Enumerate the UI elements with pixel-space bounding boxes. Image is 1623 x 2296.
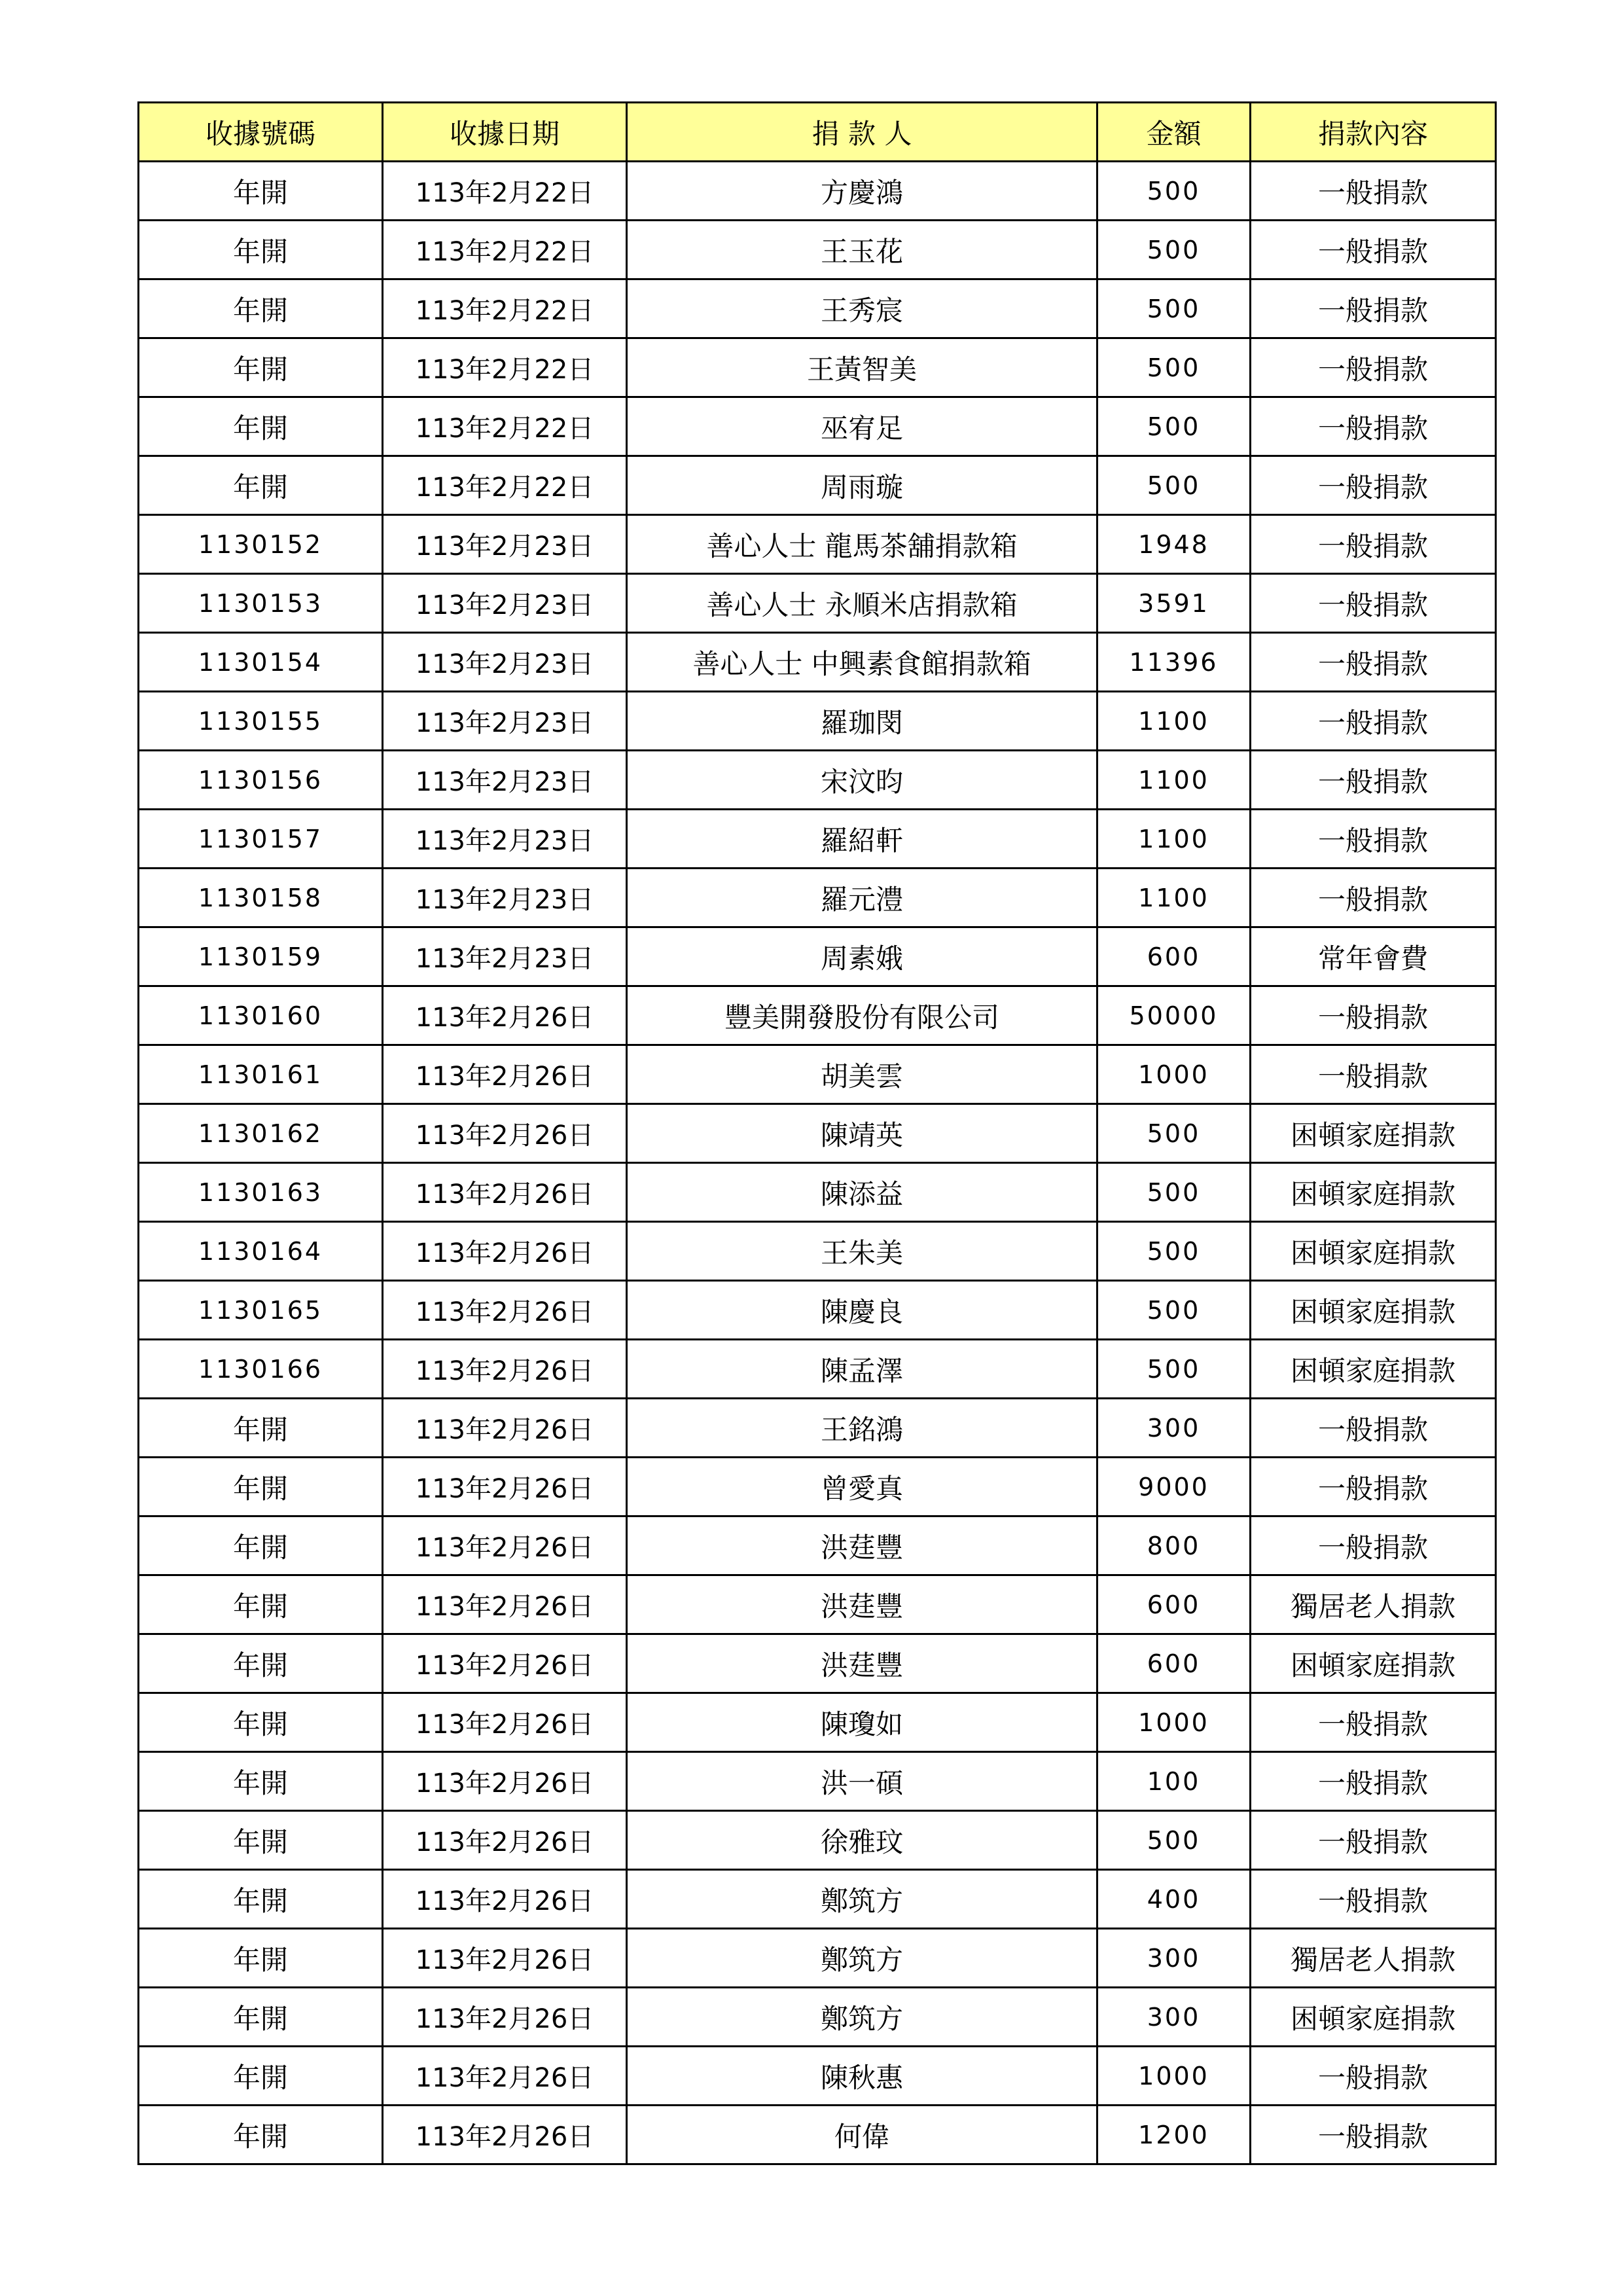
cell-donation-purpose: 一般捐款 xyxy=(1251,1516,1496,1575)
cell-amount: 1100 xyxy=(1097,869,1251,927)
cell-receipt-date: 113年2月23日 xyxy=(383,692,627,751)
cell-receipt-number: 1130162 xyxy=(139,1104,383,1163)
table-row xyxy=(139,1811,1496,1870)
cell-amount: 800 xyxy=(1097,1516,1251,1575)
cell-donation-purpose: 一般捐款 xyxy=(1251,986,1496,1045)
cell-amount: 500 xyxy=(1097,1163,1251,1222)
cell-receipt-number: 1130159 xyxy=(139,927,383,986)
cell-receipt-date: 113年2月26日 xyxy=(383,1811,627,1870)
cell-receipt-date: 113年2月26日 xyxy=(383,2047,627,2106)
table-row xyxy=(139,1988,1496,2047)
header-receipt-number: 收據號碼 xyxy=(139,103,383,162)
cell-donation-purpose: 困頓家庭捐款 xyxy=(1251,1104,1496,1163)
cell-receipt-number: 1130156 xyxy=(139,751,383,810)
cell-donation-purpose: 困頓家庭捐款 xyxy=(1251,1340,1496,1399)
cell-amount: 500 xyxy=(1097,1340,1251,1399)
header-row xyxy=(139,103,1496,162)
cell-receipt-date: 113年2月26日 xyxy=(383,1163,627,1222)
cell-donor: 陳靖英 xyxy=(627,1104,1097,1163)
cell-receipt-number: 年開 xyxy=(139,1575,383,1634)
header-amount: 金額 xyxy=(1097,103,1251,162)
cell-receipt-date: 113年2月26日 xyxy=(383,1399,627,1458)
cell-donor: 鄭筑方 xyxy=(627,1929,1097,1988)
cell-receipt-number: 年開 xyxy=(139,1988,383,2047)
cell-receipt-number: 年開 xyxy=(139,1870,383,1929)
cell-amount: 11396 xyxy=(1097,633,1251,692)
cell-amount: 500 xyxy=(1097,456,1251,515)
header-receipt-date: 收據日期 xyxy=(383,103,627,162)
table-row xyxy=(139,927,1496,986)
table-row xyxy=(139,279,1496,338)
cell-donor: 胡美雲 xyxy=(627,1045,1097,1104)
cell-donor: 洪一碩 xyxy=(627,1752,1097,1811)
cell-amount: 1000 xyxy=(1097,2047,1251,2106)
cell-donation-purpose: 一般捐款 xyxy=(1251,810,1496,869)
cell-receipt-date: 113年2月26日 xyxy=(383,1458,627,1516)
cell-receipt-date: 113年2月26日 xyxy=(383,986,627,1045)
table-row xyxy=(139,751,1496,810)
cell-donor: 鄭筑方 xyxy=(627,1988,1097,2047)
cell-donation-purpose: 一般捐款 xyxy=(1251,1045,1496,1104)
table-row xyxy=(139,633,1496,692)
cell-amount: 500 xyxy=(1097,338,1251,397)
cell-donation-purpose: 一般捐款 xyxy=(1251,338,1496,397)
cell-receipt-number: 1130160 xyxy=(139,986,383,1045)
cell-receipt-number: 1130157 xyxy=(139,810,383,869)
table-row xyxy=(139,338,1496,397)
cell-donation-purpose: 一般捐款 xyxy=(1251,751,1496,810)
cell-donor: 巫宥足 xyxy=(627,397,1097,456)
cell-donation-purpose: 困頓家庭捐款 xyxy=(1251,1281,1496,1340)
header-donation-purpose: 捐款內容 xyxy=(1251,103,1496,162)
cell-receipt-number: 年開 xyxy=(139,1516,383,1575)
cell-receipt-number: 1130154 xyxy=(139,633,383,692)
table-row xyxy=(139,162,1496,221)
cell-amount: 1948 xyxy=(1097,515,1251,574)
cell-donation-purpose: 一般捐款 xyxy=(1251,1399,1496,1458)
cell-receipt-number: 年開 xyxy=(139,397,383,456)
table-row xyxy=(139,1870,1496,1929)
cell-amount: 500 xyxy=(1097,221,1251,279)
cell-amount: 500 xyxy=(1097,1104,1251,1163)
cell-receipt-number: 年開 xyxy=(139,338,383,397)
table-row xyxy=(139,515,1496,574)
cell-donor: 何偉 xyxy=(627,2106,1097,2164)
table-row xyxy=(139,1634,1496,1693)
cell-donor: 王玉花 xyxy=(627,221,1097,279)
cell-receipt-date: 113年2月23日 xyxy=(383,633,627,692)
cell-donor: 周雨璇 xyxy=(627,456,1097,515)
cell-amount: 9000 xyxy=(1097,1458,1251,1516)
table-row xyxy=(139,810,1496,869)
cell-receipt-number: 年開 xyxy=(139,2106,383,2164)
cell-donation-purpose: 獨居老人捐款 xyxy=(1251,1929,1496,1988)
cell-amount: 500 xyxy=(1097,397,1251,456)
cell-donor: 方慶鴻 xyxy=(627,162,1097,221)
cell-donation-purpose: 一般捐款 xyxy=(1251,397,1496,456)
cell-donation-purpose: 一般捐款 xyxy=(1251,221,1496,279)
cell-donor: 王銘鴻 xyxy=(627,1399,1097,1458)
cell-receipt-date: 113年2月26日 xyxy=(383,1870,627,1929)
cell-receipt-number: 1130165 xyxy=(139,1281,383,1340)
cell-receipt-date: 113年2月26日 xyxy=(383,1516,627,1575)
cell-amount: 1200 xyxy=(1097,2106,1251,2164)
cell-donation-purpose: 一般捐款 xyxy=(1251,162,1496,221)
cell-receipt-date: 113年2月23日 xyxy=(383,574,627,633)
cell-donor: 曾愛真 xyxy=(627,1458,1097,1516)
cell-donation-purpose: 一般捐款 xyxy=(1251,1752,1496,1811)
cell-donor: 善心人士 龍馬茶舖捐款箱 xyxy=(627,515,1097,574)
cell-donor: 陳瓊如 xyxy=(627,1693,1097,1752)
cell-donor: 洪莛豐 xyxy=(627,1634,1097,1693)
cell-receipt-date: 113年2月26日 xyxy=(383,1281,627,1340)
cell-donation-purpose: 一般捐款 xyxy=(1251,574,1496,633)
cell-donation-purpose: 一般捐款 xyxy=(1251,2047,1496,2106)
cell-donation-purpose: 一般捐款 xyxy=(1251,1693,1496,1752)
cell-donation-purpose: 困頓家庭捐款 xyxy=(1251,1163,1496,1222)
donation-table xyxy=(137,101,1497,2165)
cell-receipt-date: 113年2月26日 xyxy=(383,1634,627,1693)
cell-receipt-number: 年開 xyxy=(139,2047,383,2106)
cell-receipt-number: 1130164 xyxy=(139,1222,383,1281)
cell-amount: 600 xyxy=(1097,1634,1251,1693)
cell-receipt-date: 113年2月22日 xyxy=(383,221,627,279)
cell-donor: 王黃智美 xyxy=(627,338,1097,397)
table-row xyxy=(139,869,1496,927)
cell-receipt-date: 113年2月26日 xyxy=(383,1693,627,1752)
cell-receipt-date: 113年2月26日 xyxy=(383,1340,627,1399)
table-row xyxy=(139,1340,1496,1399)
cell-donor: 鄭筑方 xyxy=(627,1870,1097,1929)
cell-receipt-number: 年開 xyxy=(139,1458,383,1516)
cell-donor: 羅元澧 xyxy=(627,869,1097,927)
cell-amount: 600 xyxy=(1097,927,1251,986)
cell-amount: 500 xyxy=(1097,279,1251,338)
cell-receipt-number: 年開 xyxy=(139,456,383,515)
cell-receipt-date: 113年2月22日 xyxy=(383,338,627,397)
cell-donor: 陳添益 xyxy=(627,1163,1097,1222)
cell-donation-purpose: 一般捐款 xyxy=(1251,1811,1496,1870)
cell-receipt-date: 113年2月23日 xyxy=(383,810,627,869)
cell-amount: 50000 xyxy=(1097,986,1251,1045)
cell-receipt-date: 113年2月23日 xyxy=(383,927,627,986)
cell-receipt-date: 113年2月26日 xyxy=(383,1575,627,1634)
cell-donation-purpose: 常年會費 xyxy=(1251,927,1496,986)
cell-donor: 王朱美 xyxy=(627,1222,1097,1281)
cell-donation-purpose: 一般捐款 xyxy=(1251,692,1496,751)
cell-amount: 600 xyxy=(1097,1575,1251,1634)
cell-donation-purpose: 一般捐款 xyxy=(1251,1870,1496,1929)
cell-amount: 3591 xyxy=(1097,574,1251,633)
cell-receipt-date: 113年2月22日 xyxy=(383,397,627,456)
table-row xyxy=(139,2106,1496,2164)
cell-receipt-date: 113年2月26日 xyxy=(383,1045,627,1104)
cell-receipt-number: 1130161 xyxy=(139,1045,383,1104)
cell-donor: 陳孟澤 xyxy=(627,1340,1097,1399)
cell-donor: 徐雅玟 xyxy=(627,1811,1097,1870)
cell-donation-purpose: 一般捐款 xyxy=(1251,633,1496,692)
cell-receipt-number: 年開 xyxy=(139,1752,383,1811)
cell-amount: 1000 xyxy=(1097,1693,1251,1752)
cell-receipt-number: 年開 xyxy=(139,221,383,279)
table-row xyxy=(139,397,1496,456)
cell-receipt-date: 113年2月26日 xyxy=(383,1104,627,1163)
cell-amount: 500 xyxy=(1097,1281,1251,1340)
cell-receipt-number: 1130153 xyxy=(139,574,383,633)
cell-receipt-date: 113年2月23日 xyxy=(383,515,627,574)
table-row xyxy=(139,574,1496,633)
cell-amount: 1100 xyxy=(1097,810,1251,869)
cell-donor: 善心人士 中興素食館捐款箱 xyxy=(627,633,1097,692)
table-row xyxy=(139,1163,1496,1222)
cell-receipt-date: 113年2月26日 xyxy=(383,1222,627,1281)
table-row xyxy=(139,692,1496,751)
cell-receipt-date: 113年2月26日 xyxy=(383,1752,627,1811)
cell-amount: 500 xyxy=(1097,1222,1251,1281)
table-body xyxy=(139,162,1496,2164)
cell-receipt-date: 113年2月22日 xyxy=(383,279,627,338)
cell-receipt-number: 1130155 xyxy=(139,692,383,751)
cell-donor: 陳秋惠 xyxy=(627,2047,1097,2106)
cell-donor: 陳慶良 xyxy=(627,1281,1097,1340)
table-row xyxy=(139,1222,1496,1281)
cell-donor: 王秀宸 xyxy=(627,279,1097,338)
cell-amount: 300 xyxy=(1097,1988,1251,2047)
cell-receipt-number: 年開 xyxy=(139,1811,383,1870)
cell-donor: 周素娥 xyxy=(627,927,1097,986)
cell-donation-purpose: 困頓家庭捐款 xyxy=(1251,1222,1496,1281)
cell-amount: 300 xyxy=(1097,1399,1251,1458)
table-row xyxy=(139,221,1496,279)
cell-receipt-number: 年開 xyxy=(139,1929,383,1988)
table-row xyxy=(139,1399,1496,1458)
cell-receipt-number: 年開 xyxy=(139,1693,383,1752)
cell-receipt-date: 113年2月22日 xyxy=(383,162,627,221)
cell-donor: 洪莛豐 xyxy=(627,1575,1097,1634)
cell-amount: 1100 xyxy=(1097,692,1251,751)
cell-amount: 1100 xyxy=(1097,751,1251,810)
table-row xyxy=(139,1929,1496,1988)
cell-donor: 羅紹軒 xyxy=(627,810,1097,869)
cell-donation-purpose: 困頓家庭捐款 xyxy=(1251,1634,1496,1693)
cell-receipt-number: 1130163 xyxy=(139,1163,383,1222)
table-row xyxy=(139,456,1496,515)
table-row xyxy=(139,2047,1496,2106)
cell-receipt-date: 113年2月22日 xyxy=(383,456,627,515)
cell-donation-purpose: 一般捐款 xyxy=(1251,456,1496,515)
cell-receipt-number: 1130152 xyxy=(139,515,383,574)
cell-donation-purpose: 一般捐款 xyxy=(1251,1458,1496,1516)
cell-donation-purpose: 一般捐款 xyxy=(1251,869,1496,927)
table-row xyxy=(139,1516,1496,1575)
cell-receipt-date: 113年2月26日 xyxy=(383,2106,627,2164)
cell-amount: 500 xyxy=(1097,162,1251,221)
table-row xyxy=(139,1281,1496,1340)
table-row xyxy=(139,1458,1496,1516)
cell-amount: 400 xyxy=(1097,1870,1251,1929)
cell-receipt-date: 113年2月23日 xyxy=(383,869,627,927)
cell-receipt-date: 113年2月23日 xyxy=(383,751,627,810)
cell-donor: 善心人士 永順米店捐款箱 xyxy=(627,574,1097,633)
cell-donation-purpose: 一般捐款 xyxy=(1251,279,1496,338)
table-row xyxy=(139,1575,1496,1634)
header-donor: 捐 款 人 xyxy=(627,103,1097,162)
cell-donor: 羅珈閔 xyxy=(627,692,1097,751)
cell-receipt-number: 1130158 xyxy=(139,869,383,927)
cell-amount: 300 xyxy=(1097,1929,1251,1988)
table-row xyxy=(139,986,1496,1045)
table-row xyxy=(139,1045,1496,1104)
cell-donation-purpose: 獨居老人捐款 xyxy=(1251,1575,1496,1634)
cell-amount: 1000 xyxy=(1097,1045,1251,1104)
cell-receipt-number: 年開 xyxy=(139,162,383,221)
cell-receipt-number: 年開 xyxy=(139,1634,383,1693)
table-row xyxy=(139,1752,1496,1811)
table-header xyxy=(139,103,1496,162)
cell-amount: 100 xyxy=(1097,1752,1251,1811)
cell-receipt-number: 年開 xyxy=(139,279,383,338)
table-row xyxy=(139,1104,1496,1163)
cell-donor: 宋汶昀 xyxy=(627,751,1097,810)
cell-receipt-number: 1130166 xyxy=(139,1340,383,1399)
cell-donation-purpose: 困頓家庭捐款 xyxy=(1251,1988,1496,2047)
cell-donor: 洪莛豐 xyxy=(627,1516,1097,1575)
cell-donor: 豐美開發股份有限公司 xyxy=(627,986,1097,1045)
cell-receipt-date: 113年2月26日 xyxy=(383,1929,627,1988)
cell-amount: 500 xyxy=(1097,1811,1251,1870)
cell-receipt-date: 113年2月26日 xyxy=(383,1988,627,2047)
cell-donation-purpose: 一般捐款 xyxy=(1251,515,1496,574)
table-row xyxy=(139,1693,1496,1752)
cell-donation-purpose: 一般捐款 xyxy=(1251,2106,1496,2164)
cell-receipt-number: 年開 xyxy=(139,1399,383,1458)
